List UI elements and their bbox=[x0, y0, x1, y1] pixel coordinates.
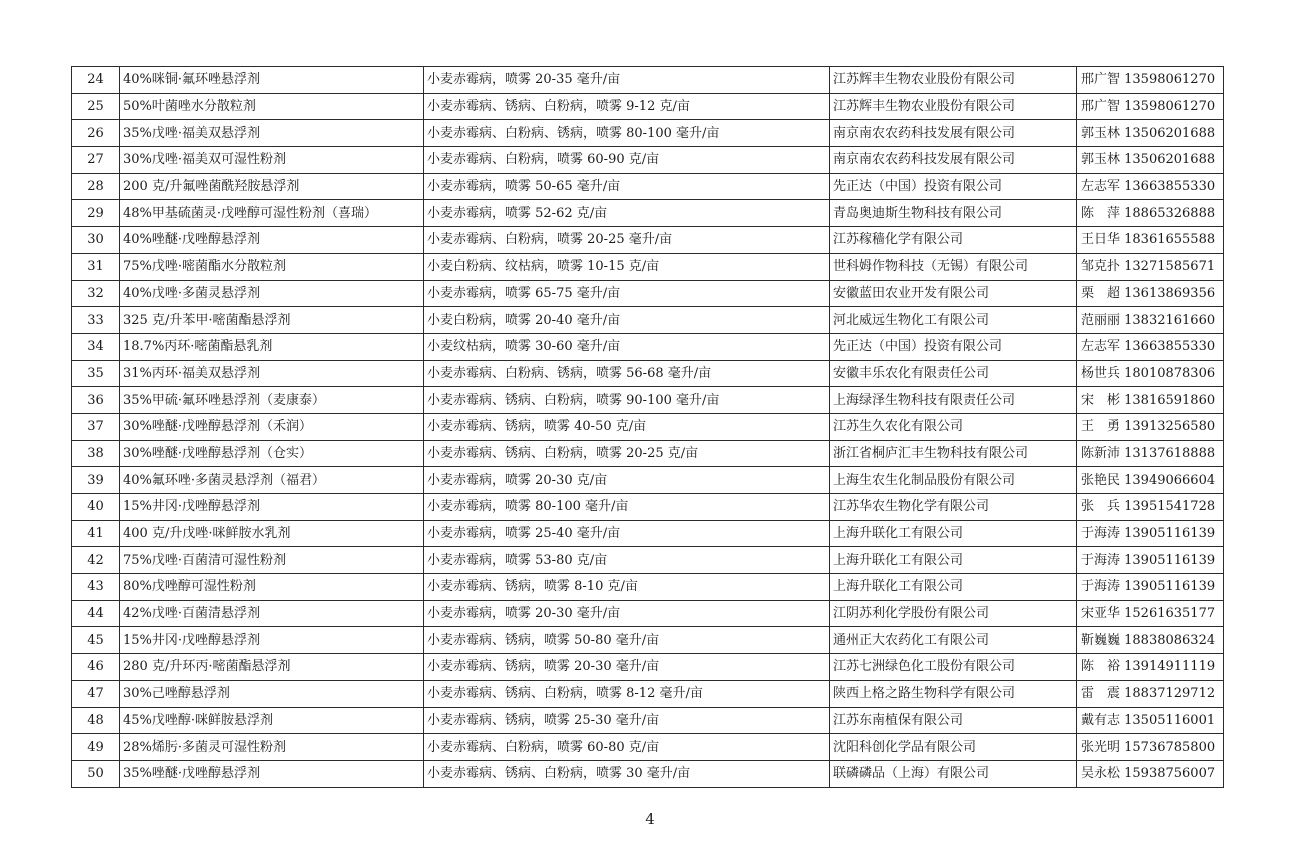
table-row bbox=[72, 760, 1224, 787]
product-name-cell: 280 克/升环丙·嘧菌酯悬浮剂 bbox=[120, 654, 424, 681]
contact-cell: 张 兵 13951541728 bbox=[1077, 494, 1224, 521]
table-row bbox=[72, 494, 1224, 521]
table-row bbox=[72, 520, 1224, 547]
contact-cell: 于海涛 13905116139 bbox=[1077, 520, 1224, 547]
table-row bbox=[72, 360, 1224, 387]
product-name-cell: 325 克/升苯甲·嘧菌酯悬浮剂 bbox=[120, 307, 424, 334]
contact-cell: 雷 震 18837129712 bbox=[1077, 680, 1224, 707]
page-number: 4 bbox=[645, 810, 655, 828]
usage-dosage-cell: 小麦纹枯病，喷雾 30-60 毫升/亩 bbox=[424, 333, 830, 360]
contact-cell: 王 勇 13913256580 bbox=[1077, 413, 1224, 440]
usage-dosage-cell: 小麦赤霉病，喷雾 50-65 毫升/亩 bbox=[424, 173, 830, 200]
product-name-cell: 48%甲基硫菌灵·戊唑醇可湿性粉剂（喜瑞） bbox=[120, 200, 424, 227]
usage-dosage-cell: 小麦赤霉病、锈病、白粉病，喷雾 9-12 克/亩 bbox=[424, 93, 830, 120]
company-name-cell: 沈阳科创化学品有限公司 bbox=[830, 734, 1077, 761]
product-name-cell: 40%唑醚·戊唑醇悬浮剂 bbox=[120, 227, 424, 254]
row-number-cell: 50 bbox=[72, 760, 120, 787]
product-name-cell: 75%戊唑·嘧菌酯水分散粒剂 bbox=[120, 253, 424, 280]
table-row bbox=[72, 280, 1224, 307]
usage-dosage-cell: 小麦赤霉病，喷雾 20-35 毫升/亩 bbox=[424, 67, 830, 94]
usage-dosage-cell: 小麦赤霉病、锈病，喷雾 20-30 毫升/亩 bbox=[424, 654, 830, 681]
row-number-cell: 27 bbox=[72, 147, 120, 174]
company-name-cell: 江苏稼穑化学有限公司 bbox=[830, 227, 1077, 254]
contact-cell: 戴有志 13505116001 bbox=[1077, 707, 1224, 734]
row-number-cell: 29 bbox=[72, 200, 120, 227]
company-name-cell: 河北威远生物化工有限公司 bbox=[830, 307, 1077, 334]
contact-cell: 邢广智 13598061270 bbox=[1077, 67, 1224, 94]
usage-dosage-cell: 小麦赤霉病，喷雾 53-80 克/亩 bbox=[424, 547, 830, 574]
company-name-cell: 世科姆作物科技（无锡）有限公司 bbox=[830, 253, 1077, 280]
company-name-cell: 上海升联化工有限公司 bbox=[830, 547, 1077, 574]
contact-cell: 陈新沛 13137618888 bbox=[1077, 440, 1224, 467]
table-row bbox=[72, 387, 1224, 414]
row-number-cell: 37 bbox=[72, 413, 120, 440]
table-row bbox=[72, 67, 1224, 94]
usage-dosage-cell: 小麦赤霉病、锈病，喷雾 25-30 毫升/亩 bbox=[424, 707, 830, 734]
row-number-cell: 36 bbox=[72, 387, 120, 414]
contact-cell: 栗 超 13613869356 bbox=[1077, 280, 1224, 307]
contact-cell: 王日华 18361655588 bbox=[1077, 227, 1224, 254]
table-row bbox=[72, 253, 1224, 280]
usage-dosage-cell: 小麦赤霉病、锈病、白粉病，喷雾 30 毫升/亩 bbox=[424, 760, 830, 787]
row-number-cell: 44 bbox=[72, 600, 120, 627]
product-name-cell: 42%戊唑·百菌清悬浮剂 bbox=[120, 600, 424, 627]
company-name-cell: 先正达（中国）投资有限公司 bbox=[830, 333, 1077, 360]
usage-dosage-cell: 小麦赤霉病、锈病、白粉病，喷雾 8-12 毫升/亩 bbox=[424, 680, 830, 707]
usage-dosage-cell: 小麦赤霉病、白粉病，喷雾 20-25 毫升/亩 bbox=[424, 227, 830, 254]
usage-dosage-cell: 小麦赤霉病，喷雾 80-100 毫升/亩 bbox=[424, 494, 830, 521]
table-row bbox=[72, 547, 1224, 574]
company-name-cell: 江苏七洲绿色化工股份有限公司 bbox=[830, 654, 1077, 681]
usage-dosage-cell: 小麦白粉病，喷雾 20-40 毫升/亩 bbox=[424, 307, 830, 334]
product-name-cell: 30%戊唑·福美双可湿性粉剂 bbox=[120, 147, 424, 174]
usage-dosage-cell: 小麦赤霉病，喷雾 20-30 毫升/亩 bbox=[424, 600, 830, 627]
table-row bbox=[72, 413, 1224, 440]
usage-dosage-cell: 小麦赤霉病，喷雾 25-40 毫升/亩 bbox=[424, 520, 830, 547]
product-name-cell: 30%唑醚·戊唑醇悬浮剂（仓实） bbox=[120, 440, 424, 467]
contact-cell: 张光明 15736785800 bbox=[1077, 734, 1224, 761]
table-row bbox=[72, 333, 1224, 360]
usage-dosage-cell: 小麦赤霉病、白粉病，喷雾 60-80 克/亩 bbox=[424, 734, 830, 761]
product-name-cell: 40%戊唑·多菌灵悬浮剂 bbox=[120, 280, 424, 307]
company-name-cell: 江苏辉丰生物农业股份有限公司 bbox=[830, 67, 1077, 94]
product-name-cell: 35%戊唑·福美双悬浮剂 bbox=[120, 120, 424, 147]
row-number-cell: 25 bbox=[72, 93, 120, 120]
table-row bbox=[72, 93, 1224, 120]
product-name-cell: 31%丙环·福美双悬浮剂 bbox=[120, 360, 424, 387]
product-name-cell: 30%唑醚·戊唑醇悬浮剂（禾润） bbox=[120, 413, 424, 440]
table-row bbox=[72, 200, 1224, 227]
product-name-cell: 15%井冈·戊唑醇悬浮剂 bbox=[120, 494, 424, 521]
row-number-cell: 41 bbox=[72, 520, 120, 547]
product-name-cell: 50%叶菌唑水分散粒剂 bbox=[120, 93, 424, 120]
company-name-cell: 南京南农农药科技发展有限公司 bbox=[830, 120, 1077, 147]
product-name-cell: 75%戊唑·百菌清可湿性粉剂 bbox=[120, 547, 424, 574]
row-number-cell: 24 bbox=[72, 67, 120, 94]
contact-cell: 陈 裕 13914911119 bbox=[1077, 654, 1224, 681]
table-row bbox=[72, 467, 1224, 494]
table-row bbox=[72, 307, 1224, 334]
row-number-cell: 33 bbox=[72, 307, 120, 334]
company-name-cell: 上海升联化工有限公司 bbox=[830, 520, 1077, 547]
contact-cell: 郭玉林 13506201688 bbox=[1077, 147, 1224, 174]
company-name-cell: 通州正大农药化工有限公司 bbox=[830, 627, 1077, 654]
usage-dosage-cell: 小麦赤霉病、锈病、白粉病，喷雾 90-100 毫升/亩 bbox=[424, 387, 830, 414]
company-name-cell: 安徽丰乐农化有限责任公司 bbox=[830, 360, 1077, 387]
table-body bbox=[72, 67, 1224, 788]
table-row bbox=[72, 627, 1224, 654]
contact-cell: 宋 彬 13816591860 bbox=[1077, 387, 1224, 414]
usage-dosage-cell: 小麦白粉病、纹枯病，喷雾 10-15 克/亩 bbox=[424, 253, 830, 280]
row-number-cell: 49 bbox=[72, 734, 120, 761]
contact-cell: 于海涛 13905116139 bbox=[1077, 574, 1224, 601]
product-name-cell: 40%氟环唑·多菌灵悬浮剂（福君） bbox=[120, 467, 424, 494]
contact-cell: 左志军 13663855330 bbox=[1077, 333, 1224, 360]
row-number-cell: 46 bbox=[72, 654, 120, 681]
company-name-cell: 先正达（中国）投资有限公司 bbox=[830, 173, 1077, 200]
company-name-cell: 联磷磷品（上海）有限公司 bbox=[830, 760, 1077, 787]
contact-cell: 于海涛 13905116139 bbox=[1077, 547, 1224, 574]
usage-dosage-cell: 小麦赤霉病、锈病，喷雾 8-10 克/亩 bbox=[424, 574, 830, 601]
product-name-cell: 35%甲硫·氟环唑悬浮剂（麦康泰） bbox=[120, 387, 424, 414]
company-name-cell: 江苏华农生物化学有限公司 bbox=[830, 494, 1077, 521]
table-row bbox=[72, 654, 1224, 681]
product-name-cell: 28%烯肟·多菌灵可湿性粉剂 bbox=[120, 734, 424, 761]
company-name-cell: 陕西上格之路生物科学有限公司 bbox=[830, 680, 1077, 707]
row-number-cell: 43 bbox=[72, 574, 120, 601]
contact-cell: 杨世兵 18010878306 bbox=[1077, 360, 1224, 387]
usage-dosage-cell: 小麦赤霉病、锈病、白粉病，喷雾 20-25 克/亩 bbox=[424, 440, 830, 467]
row-number-cell: 39 bbox=[72, 467, 120, 494]
row-number-cell: 45 bbox=[72, 627, 120, 654]
usage-dosage-cell: 小麦赤霉病、白粉病、锈病，喷雾 80-100 毫升/亩 bbox=[424, 120, 830, 147]
row-number-cell: 38 bbox=[72, 440, 120, 467]
company-name-cell: 上海升联化工有限公司 bbox=[830, 574, 1077, 601]
contact-cell: 左志军 13663855330 bbox=[1077, 173, 1224, 200]
contact-cell: 邢广智 13598061270 bbox=[1077, 93, 1224, 120]
product-name-cell: 200 克/升氟唑菌酰羟胺悬浮剂 bbox=[120, 173, 424, 200]
company-name-cell: 江苏生久农化有限公司 bbox=[830, 413, 1077, 440]
product-name-cell: 400 克/升戊唑·咪鲜胺水乳剂 bbox=[120, 520, 424, 547]
company-name-cell: 上海绿泽生物科技有限责任公司 bbox=[830, 387, 1077, 414]
table-row bbox=[72, 680, 1224, 707]
row-number-cell: 48 bbox=[72, 707, 120, 734]
table-row bbox=[72, 120, 1224, 147]
usage-dosage-cell: 小麦赤霉病、锈病，喷雾 50-80 毫升/亩 bbox=[424, 627, 830, 654]
row-number-cell: 28 bbox=[72, 173, 120, 200]
usage-dosage-cell: 小麦赤霉病，喷雾 20-30 克/亩 bbox=[424, 467, 830, 494]
usage-dosage-cell: 小麦赤霉病，喷雾 52-62 克/亩 bbox=[424, 200, 830, 227]
table-row bbox=[72, 574, 1224, 601]
usage-dosage-cell: 小麦赤霉病、白粉病、锈病，喷雾 56-68 毫升/亩 bbox=[424, 360, 830, 387]
contact-cell: 范丽丽 13832161660 bbox=[1077, 307, 1224, 334]
product-name-cell: 80%戊唑醇可湿性粉剂 bbox=[120, 574, 424, 601]
table-row bbox=[72, 173, 1224, 200]
row-number-cell: 35 bbox=[72, 360, 120, 387]
company-name-cell: 上海生农生化制品股份有限公司 bbox=[830, 467, 1077, 494]
row-number-cell: 34 bbox=[72, 333, 120, 360]
table-row bbox=[72, 600, 1224, 627]
product-name-cell: 35%唑醚·戊唑醇悬浮剂 bbox=[120, 760, 424, 787]
product-name-cell: 15%井冈·戊唑醇悬浮剂 bbox=[120, 627, 424, 654]
usage-dosage-cell: 小麦赤霉病，喷雾 65-75 毫升/亩 bbox=[424, 280, 830, 307]
usage-dosage-cell: 小麦赤霉病、白粉病，喷雾 60-90 克/亩 bbox=[424, 147, 830, 174]
row-number-cell: 26 bbox=[72, 120, 120, 147]
contact-cell: 宋亚华 15261635177 bbox=[1077, 600, 1224, 627]
company-name-cell: 浙江省桐庐汇丰生物科技有限公司 bbox=[830, 440, 1077, 467]
table-row bbox=[72, 707, 1224, 734]
row-number-cell: 40 bbox=[72, 494, 120, 521]
usage-dosage-cell: 小麦赤霉病、锈病，喷雾 40-50 克/亩 bbox=[424, 413, 830, 440]
pesticide-table bbox=[71, 66, 1224, 788]
company-name-cell: 南京南农农药科技发展有限公司 bbox=[830, 147, 1077, 174]
contact-cell: 郭玉林 13506201688 bbox=[1077, 120, 1224, 147]
contact-cell: 陈 萍 18865326888 bbox=[1077, 200, 1224, 227]
product-name-cell: 40%咪铜·氟环唑悬浮剂 bbox=[120, 67, 424, 94]
company-name-cell: 江阴苏利化学股份有限公司 bbox=[830, 600, 1077, 627]
row-number-cell: 30 bbox=[72, 227, 120, 254]
table-row bbox=[72, 227, 1224, 254]
contact-cell: 张艳民 13949066604 bbox=[1077, 467, 1224, 494]
product-name-cell: 30%己唑醇悬浮剂 bbox=[120, 680, 424, 707]
contact-cell: 靳巍巍 18838086324 bbox=[1077, 627, 1224, 654]
product-name-cell: 18.7%丙环·嘧菌酯悬乳剂 bbox=[120, 333, 424, 360]
table-row bbox=[72, 147, 1224, 174]
row-number-cell: 32 bbox=[72, 280, 120, 307]
contact-cell: 吴永松 15938756007 bbox=[1077, 760, 1224, 787]
table-row bbox=[72, 734, 1224, 761]
contact-cell: 邹克扑 13271585671 bbox=[1077, 253, 1224, 280]
company-name-cell: 安徽蓝田农业开发有限公司 bbox=[830, 280, 1077, 307]
product-name-cell: 45%戊唑醇·咪鲜胺悬浮剂 bbox=[120, 707, 424, 734]
company-name-cell: 江苏东南植保有限公司 bbox=[830, 707, 1077, 734]
row-number-cell: 47 bbox=[72, 680, 120, 707]
table-row bbox=[72, 440, 1224, 467]
company-name-cell: 青岛奥迪斯生物科技有限公司 bbox=[830, 200, 1077, 227]
company-name-cell: 江苏辉丰生物农业股份有限公司 bbox=[830, 93, 1077, 120]
row-number-cell: 42 bbox=[72, 547, 120, 574]
row-number-cell: 31 bbox=[72, 253, 120, 280]
